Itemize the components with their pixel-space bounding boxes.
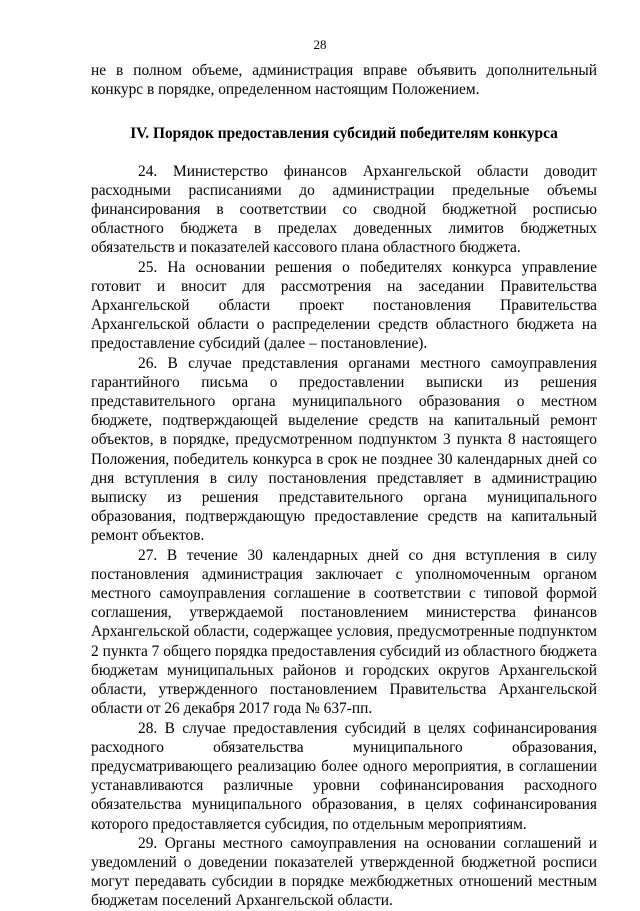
paragraph-26: 26. В случае представления органами местного самоуправления гарантийного письма о предоставлении выписки из решения представительного органа муниципального образования о местном бюджете, подтверждающей выделение средств на капитальный ремонт объектов, в порядке, предусмотренном подпунктом 3 пункта 8 настоящего Положения, победитель конкурса в срок не позднее 30 календарных дней со дня вступления в силу постановления представляет в администрацию выписку из решения представительного органа муниципального образования, подтверждающую предоставление средств на капитальный ремонт объектов. [91,354,597,545]
paragraph-27: 27. В течение 30 календарных дней со дня вступления в силу постановления администрация заключает с уполномоченным органом местного самоуправления соглашение в соответствии с типовой формой соглашения, утверждаемой постановлением министерства финансов Архангельской области, содержащее условия, предусмотренные подпунктом 2 пункта 7 общего порядка предоставления субсидий из областного бюджета бюджетам муниципальных районов и городских округов Архангельской области, утвержденного постановлением Правительства Архангельской области от 26 декабря 2017 года № 637-пп. [91,546,597,718]
section-heading: IV. Порядок предоставления субсидий победителям конкурса [130,125,558,143]
paragraph-28: 28. В случае предоставления субсидий в целях софинансирования расходного обязательства муниципального образования, предусматривающего реализацию более одного мероприятия, в соглашении устанавливаются различные уровни софинансирования расходного обязательства муниципального образования, в целях софинансирования которого предоставляется субсидия, по отдельным мероприятиям. [91,719,597,833]
paragraph-25: 25. На основании решения о победителях конкурса управление готовит и вносит для рассмотрения на заседании Правительства Архангельской области проект постановления Правительства Архангельской области о распределении средств областного бюджета на предоставление субсидий (далее – постановление). [91,258,597,353]
paragraph-24: 24. Министерство финансов Архангельской области доводит расходными расписаниями до администрации предельные объемы финансирования в соответствии со сводной бюджетной росписью областного бюджета в пределах доведенных лимитов бюджетных обязательств и показателей кассового плана областного бюджета. [91,162,597,257]
page-number: 28 [313,37,327,52]
paragraph-29: 29. Органы местного самоуправления на основании соглашений и уведомлений о доведении показателей утвержденной бюджетной росписи могут передавать субсидии в порядке межбюджетных отношений местным бюджетам поселений Архангельской области. [91,834,597,910]
document-body [91,61,597,911]
intro-paragraph: не в полном объеме, администрация вправе объявить дополнительный конкурс в порядке, определенном настоящим Положением. [91,62,597,99]
